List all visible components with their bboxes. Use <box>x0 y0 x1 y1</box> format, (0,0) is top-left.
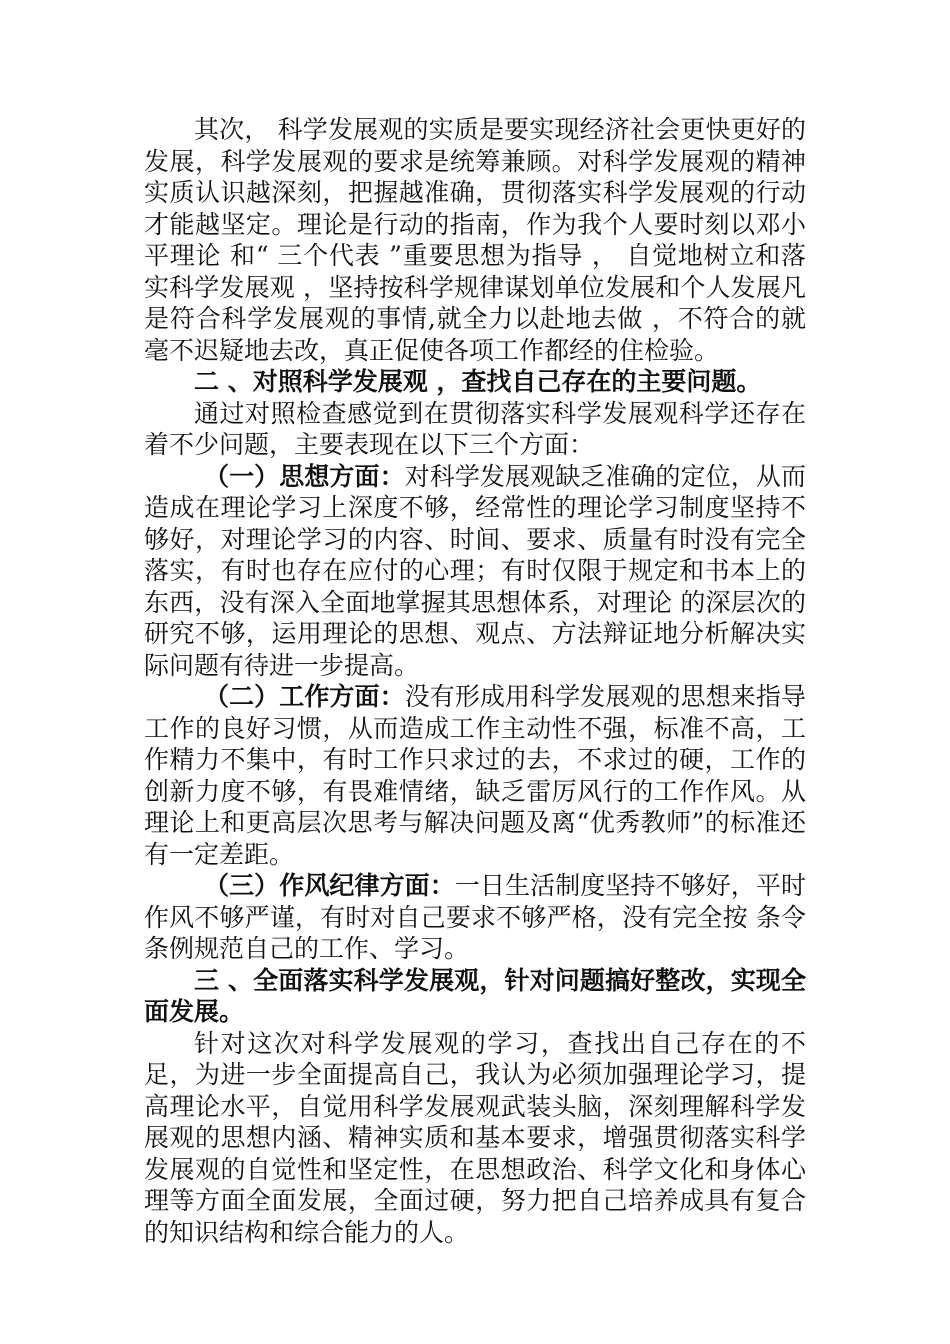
document-body <box>144 114 806 1248</box>
paragraph-intro: 其次， 科学发展观的实质是要实现经济社会更快更好的发展，科学发展观的要求是统筹兼顾。对科学发展观的精神实质认识越深刻，把握越准确，贯彻落实科学发展观的行动才能越坚定。理论是行动的指南，作为我个人要时刻以邓小平理论 和“ 三个代表 ”重要思想为指导 ， 自觉地树立和落实科学发展观 ，坚持按科学规律谋划单位发展和个人发展凡是符合科学发展观的事情,就全力以赴地去做 ，不符合的就毫不迟疑地去改，真正促使各项工作都经的住检验。 <box>144 115 806 365</box>
item-work-label: （二）工作方面： <box>204 682 405 711</box>
item-thought-label: （一）思想方面： <box>204 461 405 491</box>
section-heading-2: 二 、对照科学发展观 ，查找自己存在的主要问题。 <box>194 367 762 396</box>
item-work <box>144 681 806 870</box>
paragraph-problems-intro: 通过对照检查感觉到在贯彻落实科学发展观科学还存在着不少问题，主要表现在以下三个方面： <box>144 398 806 459</box>
item-discipline <box>144 870 806 965</box>
item-work-text: 没有形成用科学发展观的思想来指导工作的良好习惯，从而造成工作主动性不强，标准不高，工作精力不集中，有时工作只求过的去，不求过的硬，工作的创新力度不够，有畏难情绪，缺乏雷厉风行的工作作风。从理论上和更高层次思考与解决问题及离“优秀教师”的标准还有一定差距。 <box>144 682 806 869</box>
item-thought-text: 对科学发展观缺乏准确的定位，从而造成在理论学习上深度不够，经常性的理论学习制度坚持不够好，对理论学习的内容、时间、要求、质量有时没有完全落实，有时也存在应付的心理；有时仅限于规定和书本上的东西，没有深入全面地掌握其思想体系，对理论 的深层次的研究不够，运用理论的思想、观点、方法辩证地分析解决实际问题有待进一步提高。 <box>144 461 806 680</box>
item-discipline-text: 一日生活制度坚持不够好，平时作风不够严谨，有时对自己要求不够严格，没有完全按 条令条例规范自己的工作、学习。 <box>144 871 806 963</box>
paragraph-conclusion: 针对这次对科学发展观的学习，查找出自己存在的不足，为进一步全面提高自己，我认为必须加强理论学习，提高理论水平，自觉用科学发展观武装头脑，深刻理解科学发展观的思想内涵、精神实质和基本要求，增强贯彻落实科学发展观的自觉性和坚定性，在思想政治、科学文化和身体心理等方面全面发展，全面过硬，努力把自己培养成具有复合的知识结构和综合能力的人。 <box>144 1028 806 1247</box>
item-discipline-label: （三）作风纪律方面： <box>204 871 455 900</box>
section-heading-3: 三 、全面落实科学发展观，针对问题搞好整改，实现全面发展。 <box>144 965 806 1026</box>
item-thought <box>144 461 806 682</box>
